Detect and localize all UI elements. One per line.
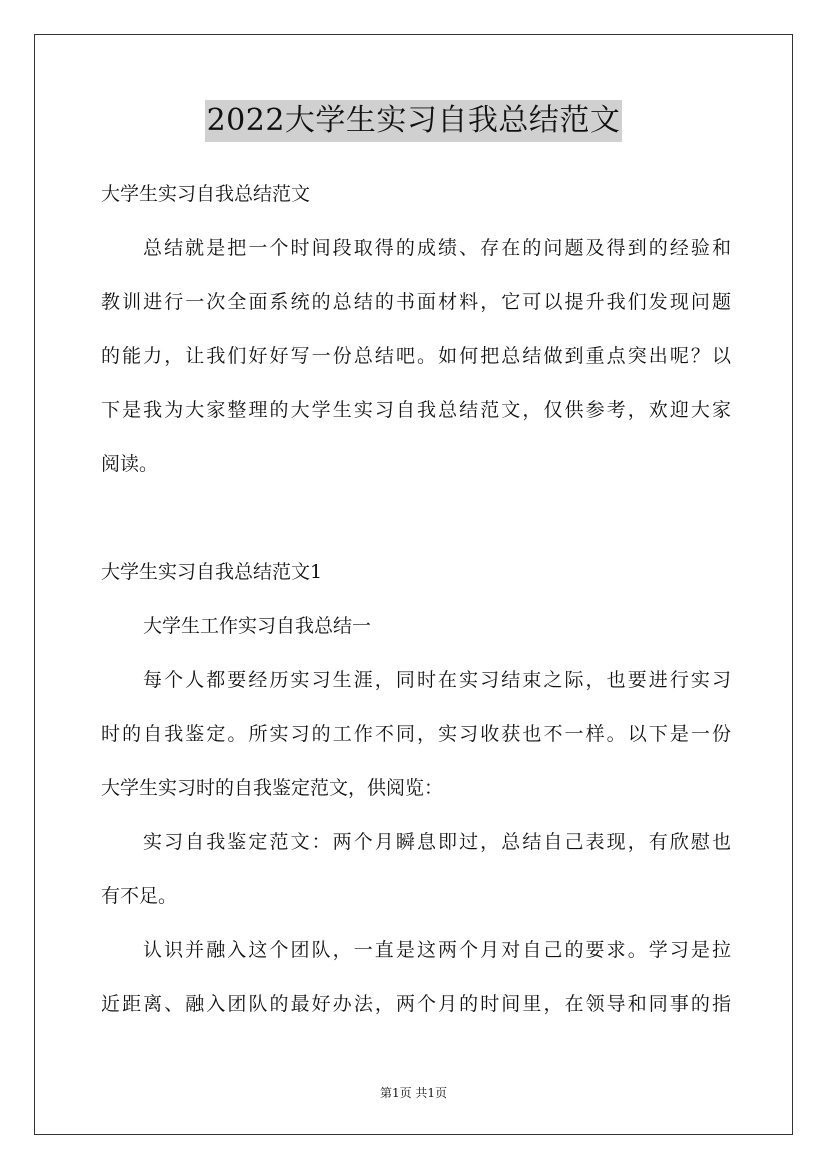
intro-line-5: 阅读。 — [101, 453, 159, 475]
document-title — [0, 100, 827, 142]
para3-line-1: 认识并融入这个团队，一直是这两个月对自己的要求。学习是拉 — [143, 939, 731, 961]
intro-line-1: 总结就是把一个时间段取得的成绩、存在的问题及得到的经验和 — [143, 237, 731, 259]
intro-line-3: 的能力，让我们好好写一份总结吧。如何把总结做到重点突出呢？以 — [101, 345, 731, 367]
section-heading-1: 大学生实习自我总结范文1 — [101, 561, 323, 583]
para2-line-2: 有不足。 — [101, 885, 178, 907]
subheading: 大学生工作实习自我总结一 — [143, 615, 372, 637]
para3-line-2: 近距离、融入团队的最好办法，两个月的时间里，在领导和同事的指 — [101, 993, 731, 1015]
intro-line-4: 下是我为大家整理的大学生实习自我总结范文，仅供参考，欢迎大家 — [101, 399, 731, 421]
para1-line-3: 大学生实习时的自我鉴定范文，供阅览： — [101, 777, 444, 799]
para1-line-1: 每个人都要经历实习生涯，同时在实习结束之际，也要进行实习 — [143, 669, 731, 691]
intro-line-2: 教训进行一次全面系统的总结的书面材料，它可以提升我们发现问题 — [101, 291, 731, 313]
para1-line-2: 时的自我鉴定。所实习的工作不同，实习收获也不一样。以下是一份 — [101, 723, 731, 745]
para2-line-1: 实习自我鉴定范文：两个月瞬息即过，总结自己表现，有欣慰也 — [143, 831, 731, 853]
document-title-text: 2022大学生实习自我总结范文 — [205, 100, 623, 142]
page-footer: 第1页 共1页 — [379, 1086, 448, 1100]
section-heading: 大学生实习自我总结范文 — [101, 183, 311, 205]
